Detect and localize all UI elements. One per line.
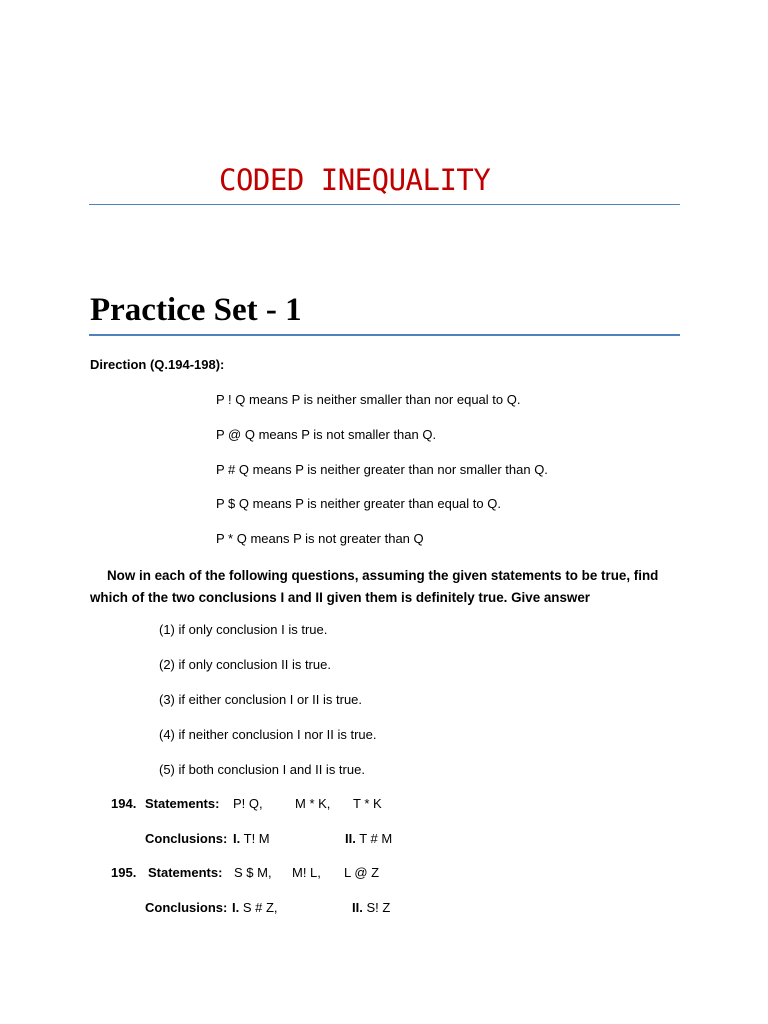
conclusion-1 [232, 899, 278, 917]
document-title: CODED INEQUALITY [219, 163, 491, 197]
conclusion-1-text: T! M [243, 831, 270, 846]
title-divider [89, 204, 680, 205]
answer-option: (1) if only conclusion I is true. [159, 622, 328, 637]
definition-item: P $ Q means P is neither greater than equal to Q. [216, 496, 501, 511]
conclusion-2 [345, 830, 392, 848]
conclusion-2 [352, 899, 390, 917]
conclusions-label: Conclusions: [145, 831, 228, 846]
statement: M! L, [292, 865, 321, 880]
conclusion-2-text: S! Z [366, 900, 391, 915]
definition-item: P ! Q means P is neither smaller than nor equal to Q. [216, 392, 521, 407]
answer-option: (5) if both conclusion I and II is true. [159, 762, 365, 777]
statement: S $ M, [234, 865, 272, 880]
instruction-paragraph: Now in each of the following questions, assuming the given statements to be true, find which of the two conclusions I and II given them is definitely true. Give answer [90, 568, 659, 605]
definition-item: P @ Q means P is not smaller than Q. [216, 427, 437, 442]
answer-option: (3) if either conclusion I or II is true. [159, 692, 363, 707]
answer-option: (4) if neither conclusion I nor II is true. [159, 727, 377, 742]
question-number: 195. [111, 865, 137, 880]
heading-divider [89, 334, 680, 336]
statements-label: Statements: [145, 796, 220, 811]
conclusion-1-label: I. [233, 831, 241, 846]
direction-label: Direction (Q.194-198): [90, 357, 225, 372]
conclusion-2-label: II. [352, 900, 363, 915]
statement: P! Q, [233, 796, 263, 811]
conclusion-2-label: II. [345, 831, 356, 846]
conclusion-1 [233, 830, 270, 848]
conclusions-label: Conclusions: [145, 900, 228, 915]
practice-set-heading: Practice Set - 1 [90, 292, 302, 328]
definition-item: P * Q means P is not greater than Q [216, 531, 424, 546]
statement: M * K, [295, 796, 331, 811]
question-number: 194. [111, 796, 137, 811]
conclusion-2-text: T # M [359, 831, 393, 846]
conclusion-1-label: I. [232, 900, 240, 915]
answer-option: (2) if only conclusion II is true. [159, 657, 331, 672]
statement: L @ Z [344, 865, 380, 880]
conclusion-1-text: S # Z, [242, 900, 278, 915]
definition-item: P # Q means P is neither greater than nor smaller than Q. [216, 462, 548, 477]
statements-label: Statements: [148, 865, 223, 880]
statement: T * K [353, 796, 382, 811]
